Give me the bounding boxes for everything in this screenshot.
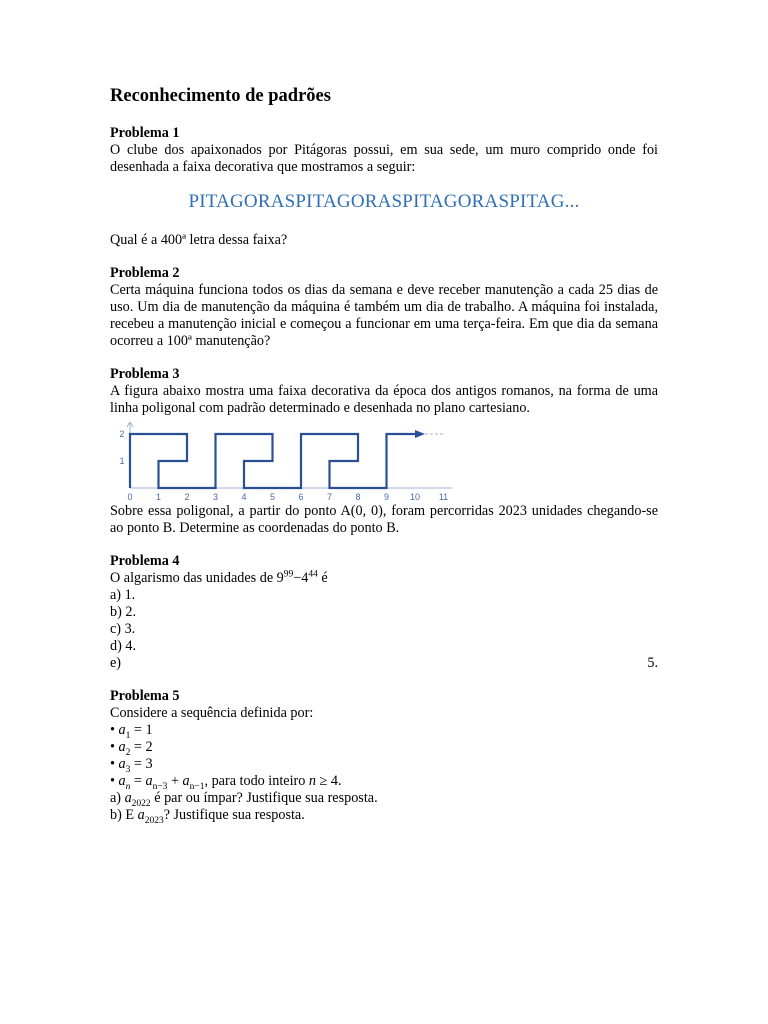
x-tick-label: 4: [241, 492, 247, 502]
problem-4-heading: Problema 4: [110, 553, 180, 569]
sequence-term-2: • $a_2 = 2$: [110, 739, 153, 758]
x-tick-label: 11: [438, 492, 449, 502]
sequence-recurrence: • $a_n = a_{n-3} + a_{n-1}$, para todo inteiro n ≥ 4.: [110, 773, 342, 792]
decorative-banner: PITAGORASPITAGORASPITAGORASPITAG...: [188, 191, 580, 212]
x-tick-label: 10: [409, 492, 421, 502]
option-e: [110, 655, 658, 672]
problem-3-heading: Problema 3: [110, 366, 180, 382]
x-tick-label: 2: [184, 492, 190, 502]
x-tick-label: 9: [383, 492, 390, 502]
problem-5: [110, 688, 658, 824]
x-tick-label: 7: [326, 492, 333, 502]
problem-2: [110, 265, 658, 350]
question-a: a) $a_{2022}$ é par ou ímpar? Justifique sua resposta.: [110, 790, 378, 809]
base-9: 9: [276, 570, 284, 586]
base-4: 4: [301, 570, 309, 586]
x-tick-label: 8: [355, 492, 361, 502]
problem-3: [110, 366, 658, 417]
option-c: c) 3.: [110, 621, 136, 637]
exponent-99: 99: [283, 569, 294, 580]
y-tick-label: 1: [119, 456, 125, 466]
x-tick-label: 0: [127, 492, 133, 502]
problem-1-text: O clube dos apaixonados por Pitágoras possui, em sua sede, um muro comprido onde foi desenhada a faixa decorativa que mostramos a seguir:: [110, 142, 658, 175]
problem-1-question: Qual é a 400ª letra dessa faixa?: [110, 232, 288, 248]
polygonal-line-figure: [110, 422, 460, 502]
problem-5-heading: Problema 5: [110, 688, 180, 704]
math-expression: [277, 570, 318, 586]
problem-4-stem: [110, 570, 658, 587]
option-e-label: e): [110, 655, 122, 671]
sequence-term-3: • $a_3 = 3$: [110, 756, 153, 775]
y-tick-label: 2: [119, 429, 125, 439]
direction-arrow-icon: [415, 430, 425, 438]
problem-3-text: A figura abaixo mostra uma faixa decorativa da época dos antigos romanos, na forma de uma linha poligonal com padrão determinado e desenhada no plano cartesiano.: [110, 383, 658, 416]
question-b: b) E $a_{2023}$? Justifique sua resposta.: [110, 807, 305, 826]
problem-3-question: Sobre essa poligonal, a partir do ponto A(0, 0), foram percorridas 2023 unidades chegando-se ao ponto B. Determine as coordenadas do ponto B.: [110, 503, 658, 536]
minus-sign: −: [293, 570, 302, 586]
option-d: d) 4.: [110, 638, 137, 654]
option-a: a) 1.: [110, 587, 136, 603]
option-e-value: 5.: [647, 655, 658, 671]
polygonal-line: [130, 434, 415, 488]
problem-1: [110, 125, 658, 176]
problem-1-heading: Problema 1: [110, 125, 180, 141]
x-tick-label: 6: [298, 492, 304, 502]
problem-4: [110, 553, 658, 672]
x-tick-label: 3: [212, 492, 219, 502]
exponent-44: 44: [308, 569, 318, 580]
option-b: b) 2.: [110, 604, 137, 620]
stem-text: O algarismo das unidades de: [110, 570, 277, 586]
problem-5-intro: Considere a sequência definida por:: [110, 705, 314, 721]
stem-end: é: [317, 570, 328, 586]
problem-2-text: Certa máquina funciona todos os dias da semana e deve receber manutenção a cada 25 dias de uso. Um dia de manutenção da máquina é também um dia de trabalho. A máquina foi instalada, recebeu a manutenção inicial e começou a funcionar em uma terça-feira. Em que dia da semana ocorreu a 100ª manutenção?: [110, 282, 658, 349]
page-title: Reconhecimento de padrões: [110, 86, 331, 106]
x-tick-label: 1: [155, 492, 162, 502]
sequence-term-1: • $a_1 = 1$: [110, 722, 153, 741]
x-tick-label: 5: [269, 492, 276, 502]
problem-2-heading: Problema 2: [110, 265, 180, 281]
